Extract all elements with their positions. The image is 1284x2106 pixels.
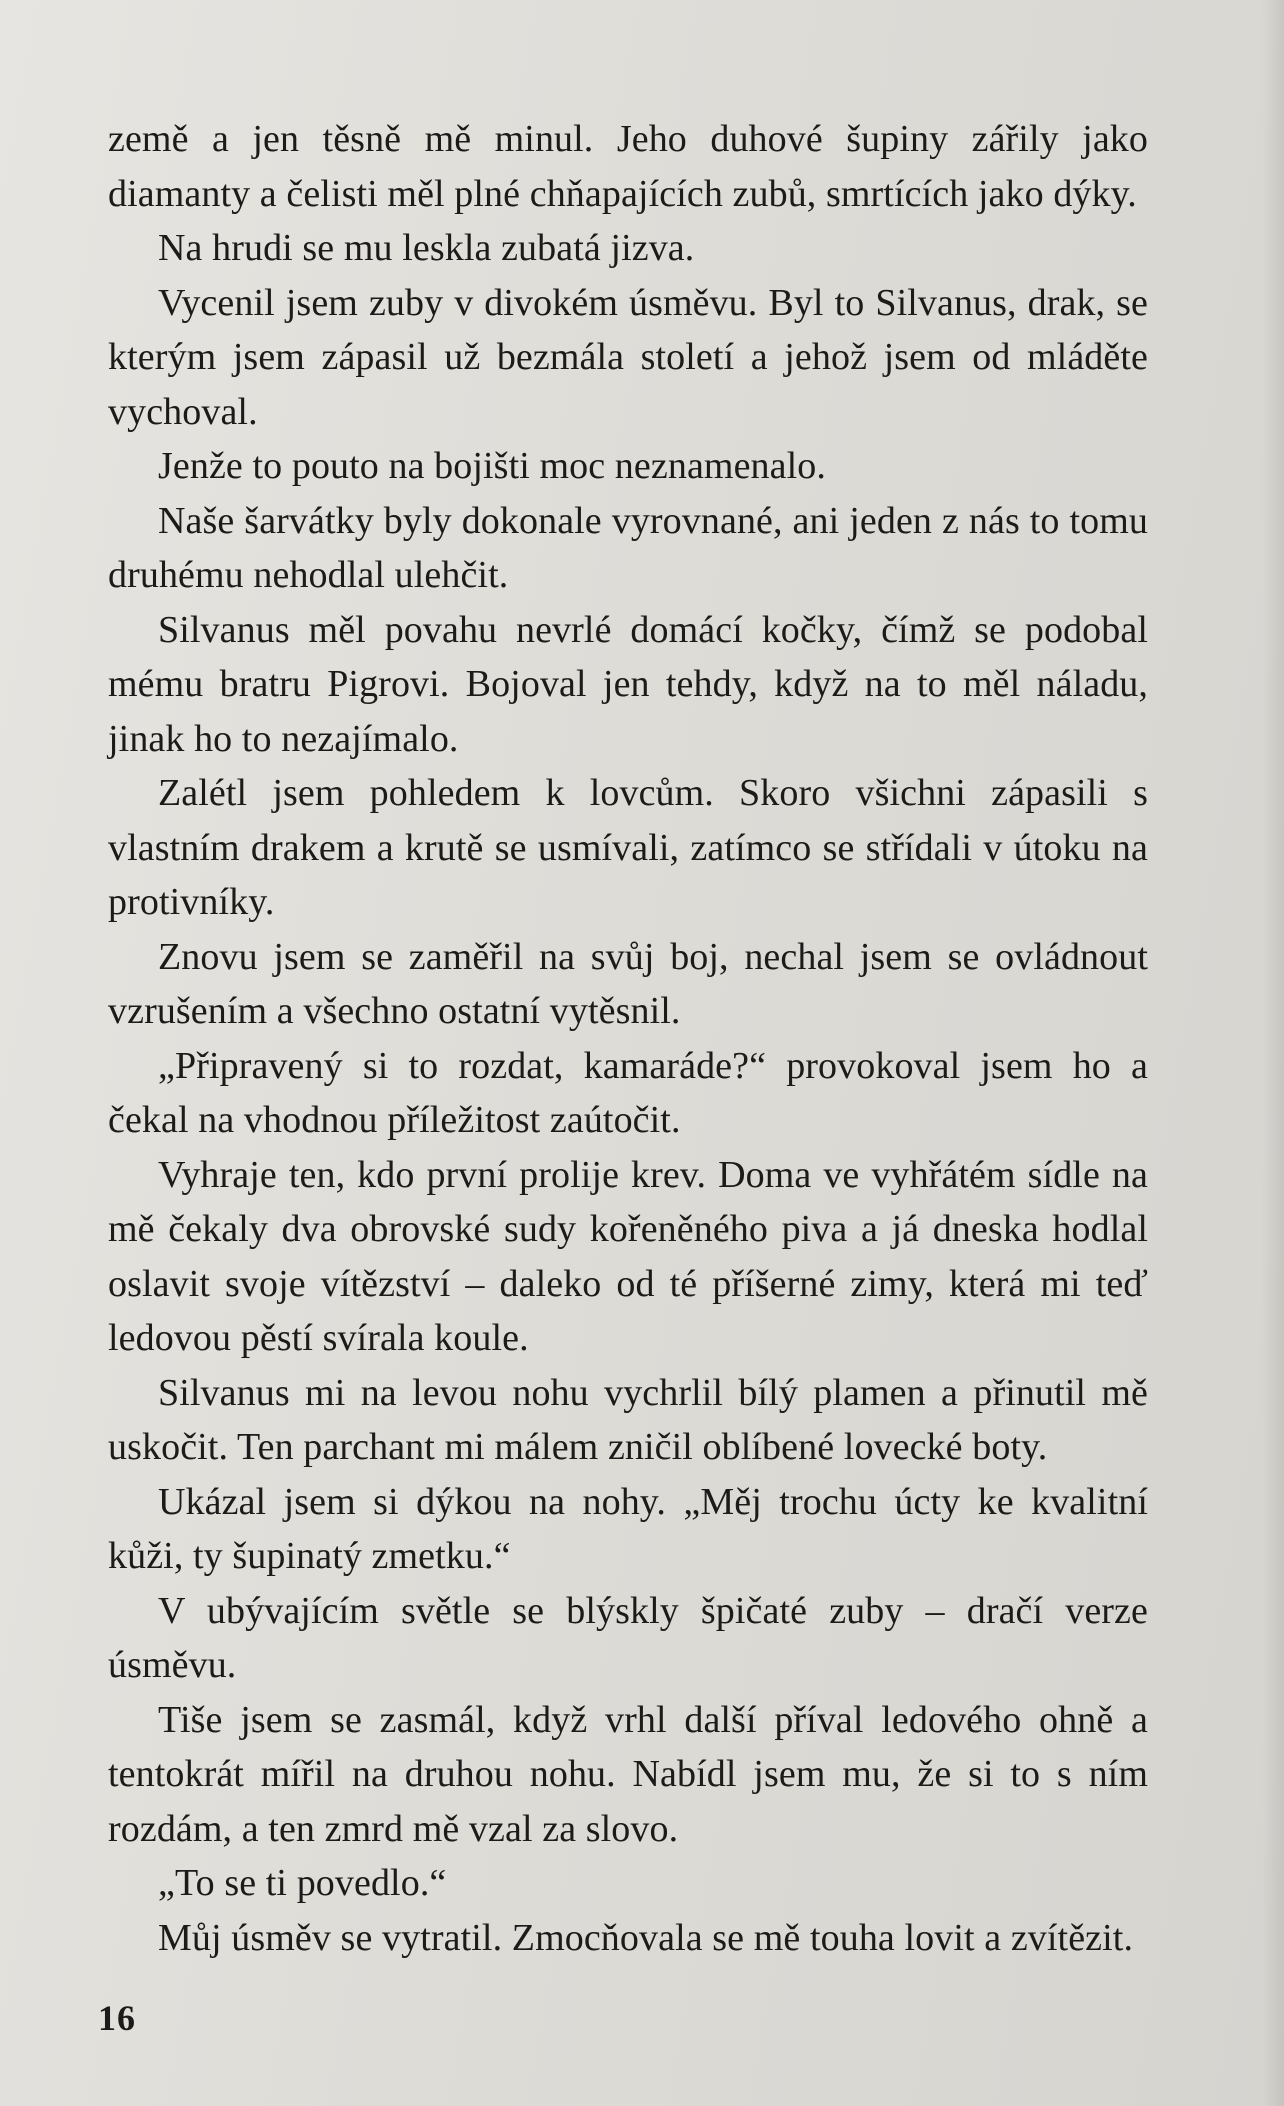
- paragraph: Tiše jsem se zasmál, když vrhl další příval ledového ohně a tentokrát mířil na druhou nohu. Nabídl jsem mu, že si to s ním rozdám, a ten zmrd mě vzal za slovo.: [108, 1698, 1148, 1850]
- body-text: [108, 112, 1148, 1965]
- paragraph: Znovu jsem se zaměřil na svůj boj, nechal jsem se ovládnout vzrušením a všechno ostatní vytěsnil.: [108, 935, 1148, 1032]
- paragraph: Ukázal jsem si dýkou na nohy. „Měj trochu úcty ke kvalitní kůži, ty šupinatý zmetku.“: [108, 1480, 1148, 1577]
- paragraph: Naše šarvátky byly dokonale vyrovnané, ani jeden z nás to tomu druhému nehodlal ulehčit.: [108, 499, 1148, 596]
- paragraph: Vyhraje ten, kdo první prolije krev. Doma ve vyhřátém sídle na mě čekaly dva obrovské sudy kořeněného piva a já dneska hodlal oslavit svoje vítězství – daleko od té příšerné zimy, která mi teď ledovou pěstí svírala koule.: [108, 1153, 1148, 1359]
- paragraph: Silvanus měl povahu nevrlé domácí kočky, čímž se podobal mému bratru Pigrovi. Bojoval jen tehdy, když na to měl náladu, jinak ho to nezajímalo.: [108, 608, 1148, 760]
- paragraph: Silvanus mi na levou nohu vychrlil bílý plamen a přinutil mě uskočit. Ten parchant mi málem zničil oblíbené lovecké boty.: [108, 1371, 1148, 1468]
- paragraph: Zalétl jsem pohledem k lovcům. Skoro všichni zápasili s vlastním drakem a krutě se usmívali, zatímco se střídali v útoku na protivníky.: [108, 772, 1148, 923]
- paragraph: země a jen těsně mě minul. Jeho duhové šupiny zářily jako diamanty a čelisti měl plné chňapajících zubů, smrtících jako dýky.: [108, 118, 1148, 215]
- paragraph: Vycenil jsem zuby v divokém úsměvu. Byl to Silvanus, drak, se kterým jsem zápasil už bezmála století a jehož jsem od mláděte vychoval.: [108, 281, 1148, 433]
- page-number: 16: [98, 1998, 136, 2038]
- paragraph: Jenže to pouto na bojišti moc neznamenalo.: [158, 445, 826, 487]
- paragraph: V ubývajícím světle se blýskly špičaté zuby – dračí verze úsměvu.: [108, 1589, 1148, 1686]
- paragraph: „To se ti povedlo.“: [158, 1862, 447, 1904]
- paragraph: Na hrudi se mu leskla zubatá jizva.: [158, 227, 695, 269]
- paragraph: „Připravený si to rozdat, kamaráde?“ provokoval jsem ho a čekal na vhodnou příležitost zaútočit.: [108, 1044, 1148, 1141]
- paragraph: Můj úsměv se vytratil. Zmocňovala se mě touha lovit a zvítězit.: [158, 1916, 1134, 1959]
